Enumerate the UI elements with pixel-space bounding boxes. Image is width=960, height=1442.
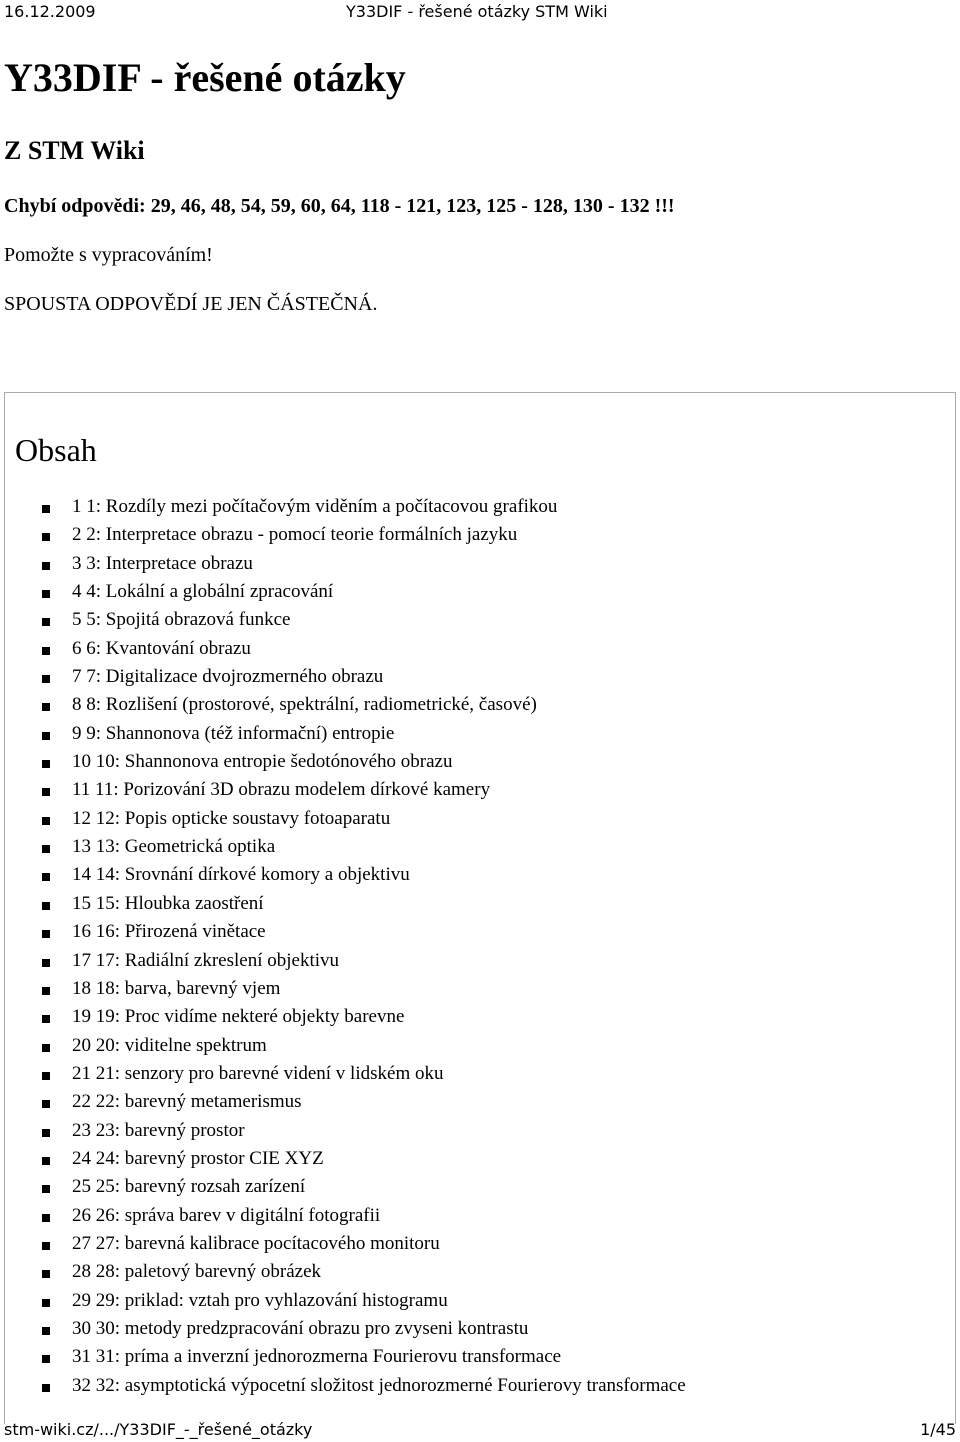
- square-bullet-icon: [42, 1185, 50, 1193]
- toc-item-link[interactable]: 31 31: príma a inverzní jednorozmerna Fourierovu transformace: [72, 1346, 562, 1368]
- square-bullet-icon: [42, 533, 50, 541]
- page-title: Y33DIF - řešené otázky: [4, 55, 406, 100]
- toc-item[interactable]: [5, 776, 945, 804]
- square-bullet-icon: [42, 1299, 50, 1307]
- toc-item-link[interactable]: 11 11: Porizování 3D obrazu modelem dírkové kamery: [72, 779, 491, 801]
- square-bullet-icon: [42, 1044, 50, 1052]
- square-bullet-icon: [42, 902, 50, 910]
- square-bullet-icon: [42, 618, 50, 626]
- toc-item-link[interactable]: 24 24: barevný prostor CIE XYZ: [72, 1147, 324, 1169]
- square-bullet-icon: [42, 873, 50, 881]
- toc-item[interactable]: [5, 578, 945, 606]
- toc-list: [5, 493, 945, 1400]
- square-bullet-icon: [42, 959, 50, 967]
- square-bullet-icon: [42, 1214, 50, 1222]
- toc-item[interactable]: [5, 1032, 945, 1060]
- toc-item[interactable]: [5, 1343, 945, 1371]
- page-subtitle: Z STM Wiki: [4, 136, 145, 165]
- toc-item-link[interactable]: 18 18: barva, barevný vjem: [72, 977, 281, 999]
- square-bullet-icon: [42, 1157, 50, 1165]
- toc-item-link[interactable]: 20 20: viditelne spektrum: [72, 1034, 267, 1056]
- toc-item[interactable]: [5, 663, 945, 691]
- toc-item[interactable]: [5, 1088, 945, 1116]
- toc-item-link[interactable]: 6 6: Kvantování obrazu: [72, 637, 251, 659]
- square-bullet-icon: [42, 1015, 50, 1023]
- square-bullet-icon: [42, 930, 50, 938]
- print-header: [0, 0, 960, 24]
- toc-item[interactable]: [5, 1202, 945, 1230]
- toc-item[interactable]: [5, 1145, 945, 1173]
- square-bullet-icon: [42, 1355, 50, 1363]
- toc-item-link[interactable]: 19 19: Proc vidíme nekteré objekty barevne: [72, 1006, 405, 1028]
- square-bullet-icon: [42, 845, 50, 853]
- toc-item[interactable]: [5, 1173, 945, 1201]
- toc-item[interactable]: [5, 1230, 945, 1258]
- toc-item[interactable]: [5, 947, 945, 975]
- toc-title: Obsah: [15, 432, 97, 468]
- square-bullet-icon: [42, 505, 50, 513]
- print-page-title: Y33DIF - řešené otázky STM Wiki: [346, 2, 608, 21]
- toc-item-link[interactable]: 29 29: priklad: vztah pro vyhlazování histogramu: [72, 1289, 448, 1311]
- toc-item-link[interactable]: 27 27: barevná kalibrace pocítacového monitoru: [72, 1232, 440, 1254]
- toc-item[interactable]: [5, 1060, 945, 1088]
- table-of-contents: [4, 392, 956, 1424]
- toc-item[interactable]: [5, 1117, 945, 1145]
- toc-item-link[interactable]: 25 25: barevný rozsah zarízení: [72, 1176, 306, 1198]
- toc-item[interactable]: [5, 918, 945, 946]
- square-bullet-icon: [42, 562, 50, 570]
- partial-answers-note: SPOUSTA ODPOVĚDÍ JE JEN ČÁSTEČNÁ.: [4, 293, 378, 315]
- toc-item[interactable]: [5, 890, 945, 918]
- toc-item[interactable]: [5, 550, 945, 578]
- toc-item-link[interactable]: 30 30: metody predzpracování obrazu pro zvyseni kontrastu: [72, 1317, 529, 1339]
- square-bullet-icon: [42, 590, 50, 598]
- square-bullet-icon: [42, 987, 50, 995]
- toc-item-link[interactable]: 10 10: Shannonova entropie šedotónového obrazu: [72, 751, 453, 773]
- toc-item-link[interactable]: 16 16: Přirozená vinětace: [72, 921, 266, 943]
- toc-item-link[interactable]: 21 21: senzory pro barevné videní v lidském oku: [72, 1062, 444, 1084]
- toc-item-link[interactable]: 1 1: Rozdíly mezi počítačovým viděním a počítacovou grafikou: [72, 496, 558, 517]
- toc-item[interactable]: [5, 1003, 945, 1031]
- print-footer: [0, 1416, 960, 1440]
- missing-answers-note: Chybí odpovědi: 29, 46, 48, 54, 59, 60, 64, 118 - 121, 123, 125 - 128, 130 - 132 !!!: [4, 195, 675, 217]
- toc-item[interactable]: [5, 1372, 945, 1400]
- toc-item[interactable]: [5, 805, 945, 833]
- print-page-number: 1/45: [920, 1420, 956, 1439]
- toc-item-link[interactable]: 32 32: asymptotická výpocetní složitost jednorozmerné Fourierovy transformace: [72, 1374, 686, 1396]
- toc-item-link[interactable]: 8 8: Rozlišení (prostorové, spektrální, radiometrické, časové): [72, 694, 537, 716]
- print-url: stm-wiki.cz/.../Y33DIF_-_řešené_otázky: [4, 1420, 313, 1439]
- toc-item[interactable]: [5, 861, 945, 889]
- square-bullet-icon: [42, 788, 50, 796]
- toc-item-link[interactable]: 5 5: Spojitá obrazová funkce: [72, 609, 291, 631]
- square-bullet-icon: [42, 1129, 50, 1137]
- toc-item-link[interactable]: 14 14: Srovnání dírkové komory a objektivu: [72, 864, 410, 886]
- toc-item[interactable]: [5, 1287, 945, 1315]
- toc-item-link[interactable]: 15 15: Hloubka zaostření: [72, 892, 264, 914]
- square-bullet-icon: [42, 703, 50, 711]
- square-bullet-icon: [42, 675, 50, 683]
- toc-item-link[interactable]: 4 4: Lokální a globální zpracování: [72, 581, 334, 603]
- square-bullet-icon: [42, 732, 50, 740]
- toc-item-link[interactable]: 9 9: Shannonova (též informační) entropie: [72, 722, 395, 744]
- toc-item[interactable]: [5, 691, 945, 719]
- toc-item-link[interactable]: 28 28: paletový barevný obrázek: [72, 1261, 322, 1283]
- toc-item-link[interactable]: 7 7: Digitalizace dvojrozmerného obrazu: [72, 666, 384, 688]
- toc-item[interactable]: [5, 493, 945, 521]
- square-bullet-icon: [42, 1384, 50, 1392]
- square-bullet-icon: [42, 760, 50, 768]
- toc-item[interactable]: [5, 975, 945, 1003]
- toc-item-link[interactable]: 26 26: správa barev v digitální fotografii: [72, 1204, 381, 1226]
- toc-item-link[interactable]: 3 3: Interpretace obrazu: [72, 552, 253, 574]
- square-bullet-icon: [42, 1242, 50, 1250]
- print-date: 16.12.2009: [4, 2, 96, 21]
- toc-item[interactable]: [5, 521, 945, 549]
- help-request-text: Pomožte s vypracováním!: [4, 244, 213, 266]
- toc-item[interactable]: [5, 748, 945, 776]
- toc-item-link[interactable]: 23 23: barevný prostor: [72, 1119, 245, 1141]
- toc-item-link[interactable]: 2 2: Interpretace obrazu - pomocí teorie formálních jazyku: [72, 524, 518, 546]
- toc-item[interactable]: [5, 833, 945, 861]
- square-bullet-icon: [42, 1270, 50, 1278]
- square-bullet-icon: [42, 1072, 50, 1080]
- toc-item[interactable]: [5, 635, 945, 663]
- toc-item[interactable]: [5, 720, 945, 748]
- toc-item-link[interactable]: 17 17: Radiální zkreslení objektivu: [72, 949, 340, 971]
- square-bullet-icon: [42, 1100, 50, 1108]
- toc-item-link[interactable]: 13 13: Geometrická optika: [72, 836, 276, 858]
- square-bullet-icon: [42, 1327, 50, 1335]
- toc-item[interactable]: [5, 1315, 945, 1343]
- toc-item[interactable]: [5, 1258, 945, 1286]
- square-bullet-icon: [42, 817, 50, 825]
- toc-item-link[interactable]: 22 22: barevný metamerismus: [72, 1091, 302, 1113]
- square-bullet-icon: [42, 647, 50, 655]
- toc-item-link[interactable]: 12 12: Popis opticke soustavy fotoaparatu: [72, 807, 391, 829]
- toc-item[interactable]: [5, 606, 945, 634]
